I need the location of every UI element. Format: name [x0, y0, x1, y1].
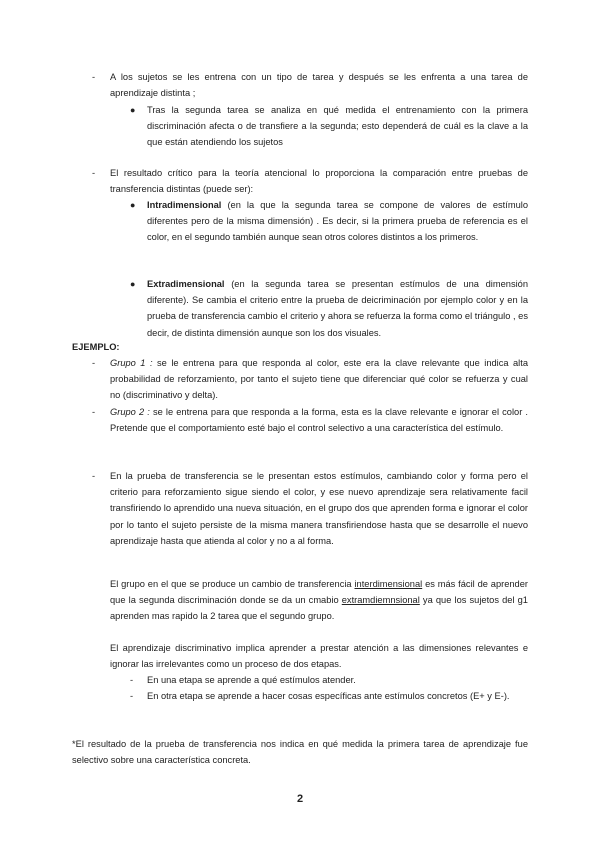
bullet-marker: ●	[130, 279, 136, 289]
extradimensional-term: extramdiemnsional	[341, 595, 420, 606]
bullet-marker: ●	[130, 105, 136, 115]
transfer-text: En la prueba de transferencia se le presentan estos estímulos, cambiando color y forma pero el criterio para reforzamiento sigue siendo el color, y ese nuevo aprendizaje sera relativamente facil transfiriendo lo aprendido una nueva situación, en el grupo dos que aprenden forma e ignorar el color por lo tanto el sujeto persiste de la misma manera transfiriendose hasta que se desarrolle el nuevo aprendizaje hasta que atienda al color y no a al forma.	[110, 471, 528, 546]
dash-marker: -	[130, 691, 134, 701]
intradimensional-label: Intradimensional	[147, 200, 222, 210]
dash-marker: -	[92, 407, 96, 417]
dash-marker: -	[92, 358, 96, 368]
interdimensional-term: interdimensional	[354, 579, 423, 589]
example-heading: EJEMPLO:	[72, 342, 120, 352]
extradimensional-item	[147, 276, 528, 341]
dash-marker: -	[92, 72, 96, 82]
page-number: 2	[296, 793, 304, 805]
transfer-comparison-a: El grupo en el que se produce un cambio de transferencia	[110, 579, 352, 589]
stage1-text: En una etapa se aprende a qué estímulos atender.	[147, 675, 356, 685]
group1-item	[110, 355, 528, 404]
intradimensional-item	[147, 197, 528, 246]
para1-text: A los sujetos se les entrena con un tipo de tarea y después se les enfrenta a una tarea de aprendizaje distinta ;	[110, 72, 528, 99]
transfer-comparison	[110, 576, 528, 625]
discrimination-text: El aprendizaje discriminativo implica aprender a prestar atención a las dimensiones relevantes e ignorar las irrelevantes como un proceso de dos etapas.	[110, 643, 528, 670]
group2-item	[110, 404, 528, 436]
extradimensional-text: (en la segunda tarea se presentan estímulos de una dimensión diferente). Se cambia el criterio entre la prueba de deicriminación por ejemplo color y en la prueba de transferencia cambio el criterio y ahora se refuerza la forma como el triángulo , es decir, de distinta dimensión aunque son los dos visuales.	[147, 279, 528, 338]
footnote: *El resultado de la prueba de transferencia nos indica en qué medida la primera tarea de aprendizaje fue selectivo sobre una característica concreta.	[72, 739, 528, 766]
stage2-text: En otra etapa se aprende a hacer cosas específicas ante estímulos concretos (E+ y E-).	[147, 691, 510, 701]
dash-marker: -	[92, 471, 96, 481]
transfer-comparison-b: es más fácil de aprender que la segunda discriminación donde se da un cmabio	[110, 579, 528, 606]
dash-marker: -	[130, 675, 134, 685]
group1-label: Grupo 1 :	[110, 358, 153, 368]
para2-text: El resultado crítico para la teoría atencional lo proporciona la comparación entre pruebas de transferencia distintas (puede ser):	[110, 168, 528, 195]
para1-bullet-text: Tras la segunda tarea se analiza en qué medida el entrenamiento con la primera discriminación afecta o de transfiere a la segunda; esto dependerá de cuál es la clave a la que están atendiendo los sujetos	[147, 105, 528, 148]
group1-text: se le entrena para que responda al color, este era la clave relevante que indica alta probabilidad de reforzamiento, por tanto el sujeto tiene que diferenciar qué color se refuerza y cual no (discriminativo y delta).	[110, 358, 528, 401]
extradimensional-label: Extradimensional	[147, 279, 225, 289]
group2-text: se le entrena para que responda a la forma, esta es la clave relevante e ignorar el color . Pretende que el comportamiento esté bajo el control selectivo a una característica del estímulo.	[110, 407, 529, 434]
dash-marker: -	[92, 168, 96, 178]
bullet-marker: ●	[130, 200, 136, 210]
group2-label: Grupo 2 :	[110, 407, 150, 417]
transfer-comparison-c: ya que los sujetos del g1 aprenden mas rapido la 2 tarea que el segundo grupo.	[110, 595, 528, 622]
intradimensional-text: (en la que la segunda tarea se compone de valores de estímulo diferentes pero de la misma dimensión) . Es decir, si la primera prueba de referencia es el color, en el segundo también aunque sean otros colores distintos a los primeros.	[147, 200, 528, 243]
